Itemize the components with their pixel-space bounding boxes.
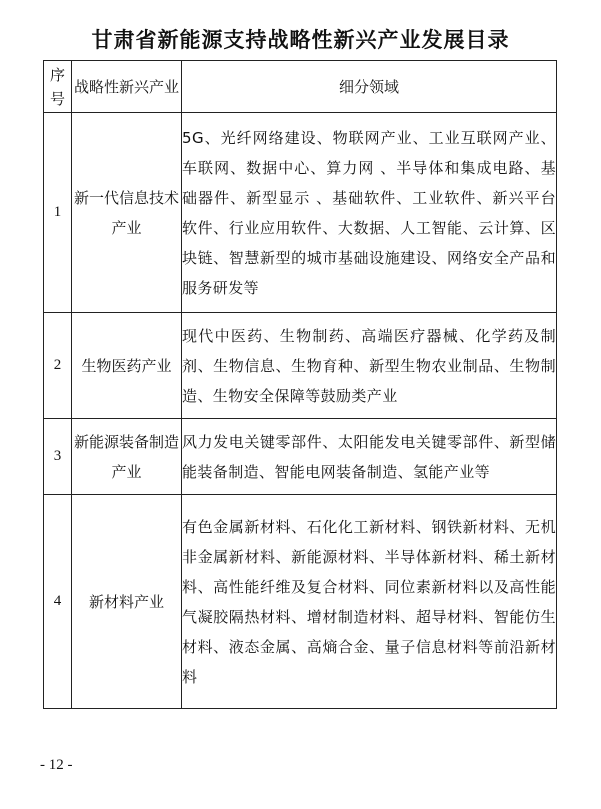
row-industry: 新能源装备制造产业 [72,419,182,495]
row-number: 3 [44,419,72,495]
row-subfields: 现代中医药、生物制药、高端医疗器械、化学药及制剂、生物信息、生物育种、新型生物农业制品、生物制造、生物安全保障等鼓励类产业 [182,313,557,419]
row-number: 4 [44,495,72,709]
page-title: 甘肃省新能源支持战略性新兴产业发展目录 [91,27,510,52]
header-industry: 战略性新兴产业 [72,61,182,113]
table-row [44,419,557,495]
row-subfields: 风力发电关键零部件、太阳能发电关键零部件、新型储能装备制造、智能电网装备制造、氢能产业等 [182,419,557,495]
page-number: - 12 - [40,757,73,773]
row-number: 1 [44,113,72,313]
row-number: 2 [44,313,72,419]
row-industry: 新材料产业 [72,495,182,709]
table-row [44,113,557,313]
row-subfields: 5G、光纤网络建设、物联网产业、工业互联网产业、车联网、数据中心、算力网 、半导体和集成电路、基础器件、新型显示 、基础软件、工业软件、新兴平台软件、行业应用软件、大数据、人工智能、云计算、区块链、智慧新型的城市基础设施建设、网络安全产品和服务研发等 [182,113,557,313]
header-subfields: 细分领域 [182,61,557,113]
table-row [44,495,557,709]
row-subfields: 有色金属新材料、石化化工新材料、钢铁新材料、无机非金属新材料、新能源材料、半导体新材料、稀土新材料、高性能纤维及复合材料、同位素新材料以及高性能气凝胶隔热材料、增材制造材料、超导材料、智能仿生材料、液态金属、高熵合金、量子信息材料等前沿新材料 [182,495,557,709]
row-industry: 新一代信息技术产业 [72,113,182,313]
catalog-table [43,60,557,709]
header-number: 序号 [44,61,72,113]
table-row [44,313,557,419]
table-header-row [44,61,557,113]
row-industry: 生物医药产业 [72,313,182,419]
